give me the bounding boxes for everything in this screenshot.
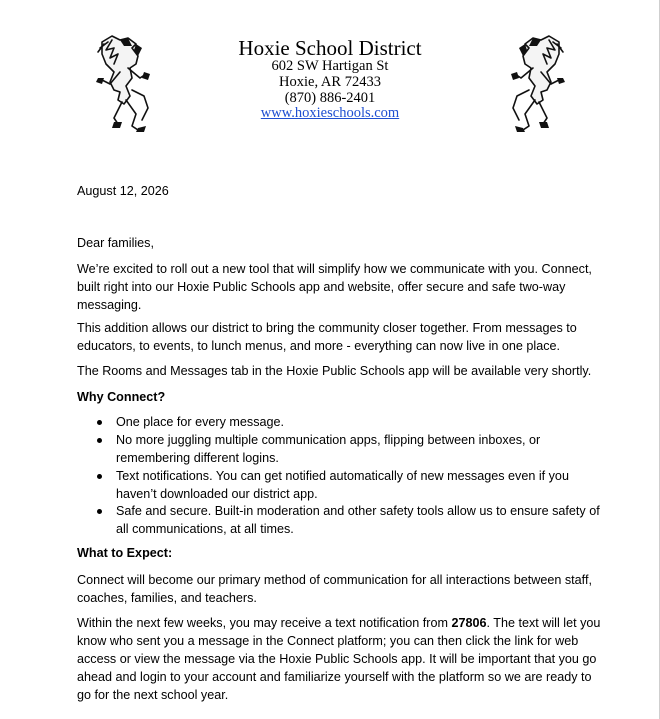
website-link[interactable]: www.hoxieschools.com — [260, 105, 400, 121]
address-line-1: 602 SW Hartigan St — [271, 58, 389, 74]
list-item-text: Safe and secure. Built-in moderation and other safety tools allow us to ensure safety of — [116, 504, 600, 518]
district-name: Hoxie School District — [238, 36, 422, 60]
list-item-text: all communications, at all times. — [116, 522, 294, 536]
paragraph-line: know who sent you a message in the Connect platform; you can then click the link for web — [77, 634, 579, 648]
phone-number: (870) 886-2401 — [284, 90, 376, 106]
list-item-text: Text notifications. You can get notified automatically of new messages even if you — [116, 469, 569, 483]
paragraph-line: go for the next school year. — [77, 688, 229, 702]
paragraph-line: educators, to events, to lunch menus, and more - everything can now live in one place. — [77, 339, 561, 353]
paragraph-text: Within the next few weeks, you may receive a text notification from — [77, 616, 452, 630]
paragraph-line — [77, 615, 600, 631]
paragraph-line: Connect will become our primary method of communication for all interactions between staff, — [77, 573, 592, 587]
short-code: 27806 — [451, 616, 487, 630]
list-item-text: One place for every message. — [116, 415, 284, 429]
bullet-icon — [97, 509, 102, 514]
paragraph-line: coaches, families, and teachers. — [77, 591, 257, 605]
list-item-text: haven’t downloaded our district app. — [116, 487, 318, 501]
salutation: Dear families, — [77, 236, 154, 250]
paragraph-text: . The text will let you — [486, 616, 601, 630]
paragraph-line: built right into our Hoxie Public Schools app and website, offer secure and safe two-way — [77, 280, 566, 294]
paragraph-line: access or view the message via the Hoxie Public Schools app. It will be important that you go — [77, 652, 597, 666]
why-connect-heading: Why Connect? — [77, 390, 166, 404]
bullet-icon — [97, 438, 102, 443]
rooms-note: The Rooms and Messages tab in the Hoxie Public Schools app will be available very shortly. — [77, 364, 592, 378]
what-to-expect-heading: What to Expect: — [77, 546, 173, 560]
list-item-text: remembering different logins. — [116, 451, 279, 465]
bullet-icon — [97, 420, 102, 425]
paragraph-line: We’re excited to roll out a new tool that will simplify how we communicate with you. Connect, — [77, 262, 592, 276]
bullet-icon — [97, 474, 102, 479]
paragraph-line: This addition allows our district to bring the community closer together. From messages to — [77, 321, 577, 335]
address-line-2: Hoxie, AR 72433 — [279, 74, 381, 90]
letter-date: August 12, 2026 — [77, 184, 169, 198]
paragraph-line: ahead and login to your account and familiarize yourself with the platform so we are ready to — [77, 670, 592, 684]
paragraph-line: messaging. — [77, 298, 142, 312]
list-item-text: No more juggling multiple communication apps, flipping between inboxes, or — [116, 433, 541, 447]
